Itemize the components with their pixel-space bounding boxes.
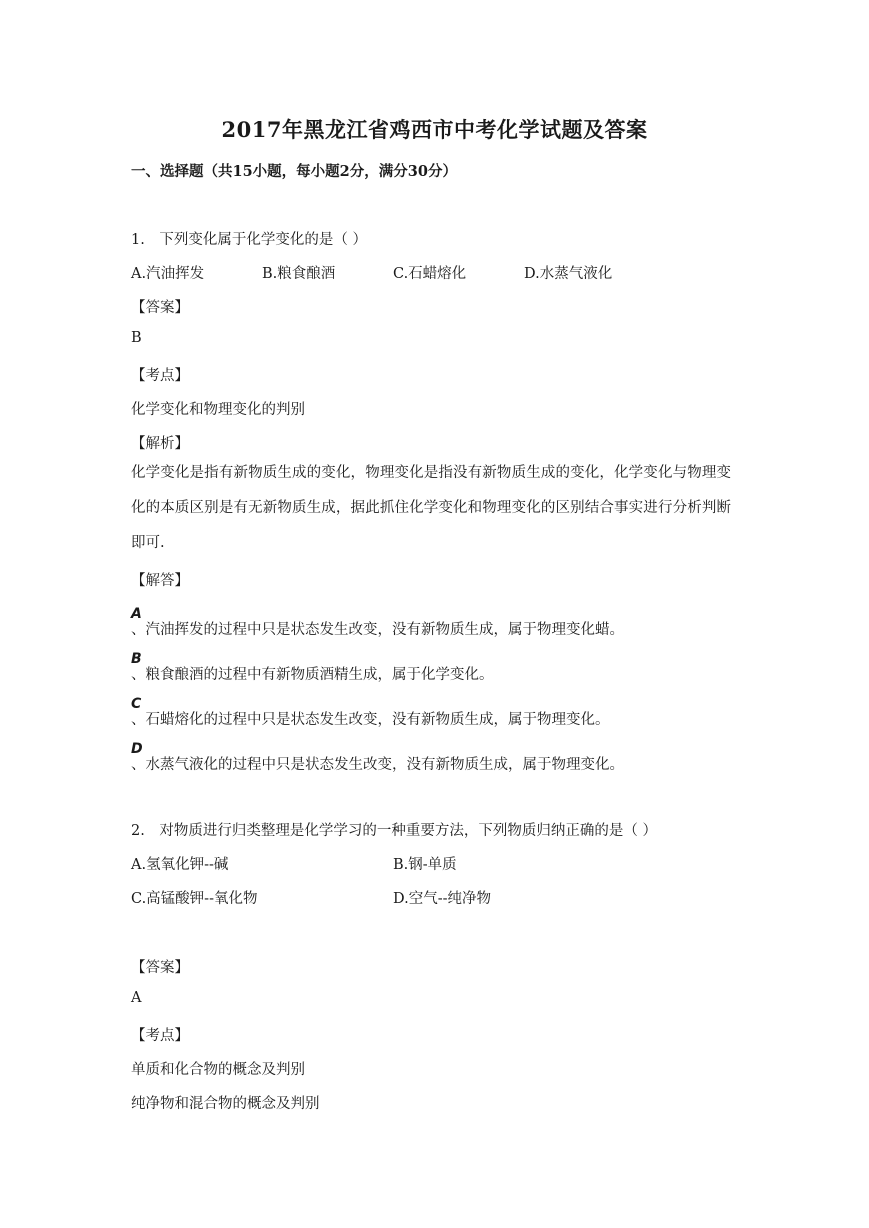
q2-option-b: B.钢-单质	[393, 857, 457, 873]
q2-stem: 2. 对物质进行归类整理是化学学习的一种重要方法，下列物质归纳正确的是（ ）	[131, 823, 657, 839]
q2-answer-label: 【答案】	[131, 960, 189, 976]
q1-step-a-letter: A	[131, 606, 142, 622]
document-title: 2017年黑龙江省鸡西市中考化学试题及答案	[221, 117, 648, 142]
q2-point-1: 单质和化合物的概念及判别	[131, 1062, 305, 1078]
q1-solution-label: 【解答】	[131, 573, 189, 589]
q1-point: 化学变化和物理变化的判别	[131, 402, 305, 418]
q1-option-d: D.水蒸气液化	[524, 266, 613, 282]
q2-option-d: D.空气--纯净物	[393, 891, 492, 907]
q2-option-a: A.氢氧化钾--碱	[131, 857, 229, 873]
q1-step-d-text: 、水蒸气液化的过程中只是状态发生改变，没有新物质生成，属于物理变化。	[131, 757, 624, 773]
q2-option-c: C.高锰酸钾--氧化物	[131, 891, 258, 907]
q1-stem: 1. 下列变化属于化学变化的是（ ）	[131, 232, 367, 248]
section-heading: 一、选择题（共15小题，每小题2分，满分30分）	[131, 163, 457, 180]
q1-analysis-label: 【解析】	[131, 436, 189, 452]
q1-analysis: 化学变化是指有新物质生成的变化，物理变化是指没有新物质生成的变化，化学变化与物理变化的本质区别是有无新物质生成，据此抓住化学变化和物理变化的区别结合事实进行分析判断即可.	[131, 465, 731, 551]
q1-step-a-text: 、汽油挥发的过程中只是状态发生改变，没有新物质生成，属于物理变化蜡。	[131, 622, 624, 638]
q1-point-label: 【考点】	[131, 368, 189, 384]
q2-point-label: 【考点】	[131, 1028, 189, 1044]
q1-step-c-text: 、石蜡熔化的过程中只是状态发生改变，没有新物质生成，属于物理变化。	[131, 712, 610, 728]
q1-answer: B	[131, 330, 142, 346]
q1-step-b-letter: B	[131, 651, 142, 667]
q1-step-d-letter: D	[131, 741, 143, 757]
q1-option-a: A.汽油挥发	[131, 266, 205, 282]
q1-option-b: B.粮食酿酒	[262, 266, 336, 282]
q2-point-2: 纯净物和混合物的概念及判别	[131, 1096, 320, 1112]
q1-step-b-text: 、粮食酿酒的过程中有新物质酒精生成，属于化学变化。	[131, 667, 494, 683]
q1-answer-label: 【答案】	[131, 300, 189, 316]
q1-option-c: C.石蜡熔化	[393, 266, 467, 282]
q2-answer: A	[131, 990, 142, 1006]
q1-step-c-letter: C	[131, 696, 142, 712]
